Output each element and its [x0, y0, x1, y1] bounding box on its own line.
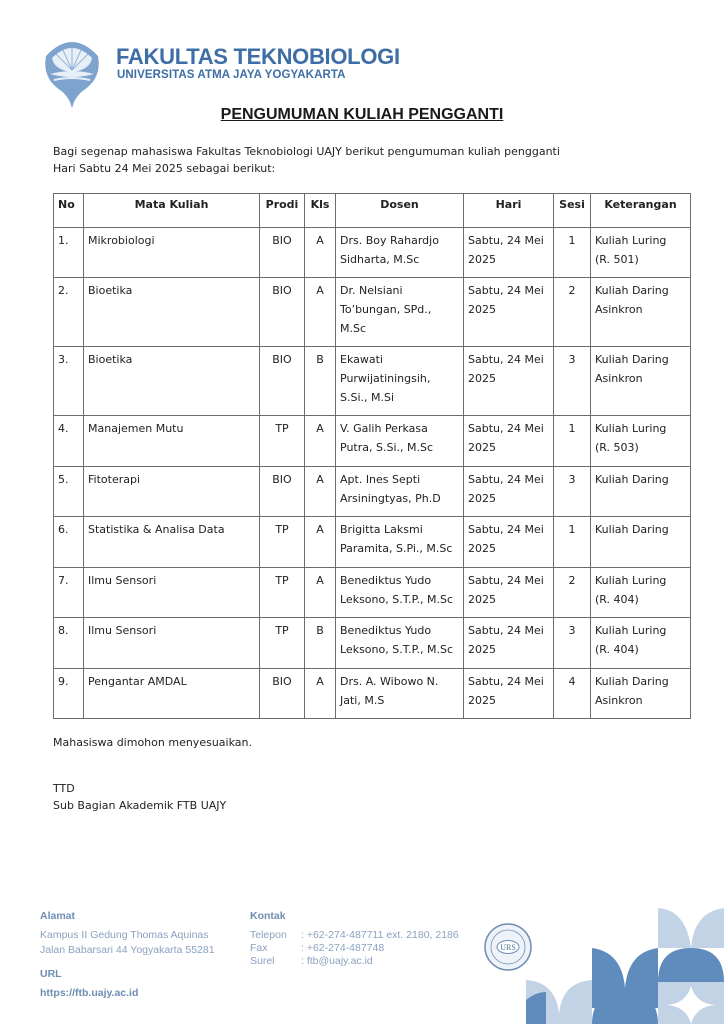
cell-mata-kuliah: Fitoterapi: [84, 467, 260, 517]
cell-prodi: TP: [260, 618, 305, 669]
table-body: [54, 228, 691, 719]
cell-dosen: [336, 669, 464, 719]
cell-no: 3.: [54, 347, 84, 416]
header-no: No: [54, 194, 84, 228]
university-logo: [40, 34, 104, 108]
cell-hari-line: Sabtu, 24 Mei: [468, 353, 544, 366]
header-kls: Kls: [305, 194, 336, 228]
cell-dosen-line: To’bungan, SPd.,: [340, 303, 432, 316]
phone-label: Telepon: [250, 929, 287, 941]
cell-dosen: [336, 278, 464, 347]
cell-kls: A: [305, 568, 336, 618]
url-label: URL: [40, 968, 62, 980]
signature-ttd: TTD: [53, 782, 75, 795]
cell-hari-line: Sabtu, 24 Mei: [468, 473, 544, 486]
cell-mata-kuliah: Ilmu Sensori: [84, 568, 260, 618]
header-keterangan: Keterangan: [591, 194, 691, 228]
cell-dosen-line: Benediktus Yudo: [340, 624, 432, 637]
cell-keterangan-line: Kuliah Daring: [595, 473, 669, 486]
table-row: [54, 669, 691, 719]
cell-prodi: TP: [260, 517, 305, 568]
cell-keterangan: [591, 228, 691, 278]
cell-dosen-line: M.Sc: [340, 322, 367, 335]
cell-hari-line: 2025: [468, 593, 496, 606]
cell-hari: [464, 568, 554, 618]
cell-dosen-line: Jati, M.S: [340, 694, 385, 707]
cell-keterangan: [591, 416, 691, 467]
cell-dosen-line: Apt. Ines Septi: [340, 473, 421, 486]
cell-kls: B: [305, 347, 336, 416]
cell-hari: [464, 467, 554, 517]
table-row: [54, 278, 691, 347]
cell-keterangan-line: (R. 501): [595, 253, 639, 266]
cell-hari-line: 2025: [468, 303, 496, 316]
cell-hari-line: 2025: [468, 694, 496, 707]
cell-hari: [464, 669, 554, 719]
cell-keterangan-line: Kuliah Daring: [595, 675, 669, 688]
cell-no: 6.: [54, 517, 84, 568]
cell-sesi: 3: [554, 467, 591, 517]
cell-keterangan: [591, 568, 691, 618]
cell-hari: [464, 278, 554, 347]
header-mata-kuliah: Mata Kuliah: [84, 194, 260, 228]
cell-sesi: 2: [554, 568, 591, 618]
cell-keterangan-line: Kuliah Daring: [595, 353, 669, 366]
cell-dosen: [336, 618, 464, 669]
cell-dosen-line: Ekawati: [340, 353, 383, 366]
cell-hari: [464, 618, 554, 669]
cell-sesi: 1: [554, 416, 591, 467]
cell-hari-line: 2025: [468, 253, 496, 266]
cell-dosen-line: Drs. Boy Rahardjo: [340, 234, 439, 247]
cell-keterangan-line: Kuliah Luring: [595, 422, 667, 435]
cell-hari-line: Sabtu, 24 Mei: [468, 422, 544, 435]
cell-mata-kuliah: Mikrobiologi: [84, 228, 260, 278]
cell-keterangan-line: Kuliah Luring: [595, 624, 667, 637]
cell-dosen-line: Leksono, S.T.P., M.Sc: [340, 593, 454, 606]
cell-keterangan-line: Kuliah Luring: [595, 574, 667, 587]
faculty-name: FAKULTAS TEKNOBIOLOGI: [116, 44, 400, 69]
header-sesi: Sesi: [554, 194, 591, 228]
table-header-row: [54, 194, 691, 228]
cell-keterangan-line: Kuliah Daring: [595, 284, 669, 297]
cell-dosen: [336, 416, 464, 467]
table-row: [54, 467, 691, 517]
cell-keterangan-line: Asinkron: [595, 372, 643, 385]
cell-keterangan: [591, 467, 691, 517]
cell-no: 1.: [54, 228, 84, 278]
table-row: [54, 568, 691, 618]
intro-line-2: Hari Sabtu 24 Mei 2025 sebagai berikut:: [53, 162, 276, 175]
email-label: Surel: [250, 955, 275, 967]
cell-sesi: 2: [554, 278, 591, 347]
cell-prodi: BIO: [260, 669, 305, 719]
cell-dosen-line: V. Galih Perkasa: [340, 422, 428, 435]
cell-dosen-line: Drs. A. Wibowo N.: [340, 675, 439, 688]
cell-prodi: BIO: [260, 347, 305, 416]
header-prodi: Prodi: [260, 194, 305, 228]
cell-hari-line: Sabtu, 24 Mei: [468, 284, 544, 297]
email-value[interactable]: : ftb@uajy.ac.id: [301, 955, 373, 967]
cell-keterangan: [591, 517, 691, 568]
cell-hari: [464, 517, 554, 568]
cell-hari-line: Sabtu, 24 Mei: [468, 574, 544, 587]
cell-dosen: [336, 228, 464, 278]
fax-label: Fax: [250, 942, 268, 954]
cell-sesi: 3: [554, 618, 591, 669]
url-link[interactable]: https://ftb.uajy.ac.id: [40, 987, 139, 999]
phone-value: : +62-274-487711 ext. 2180, 2186: [301, 929, 459, 941]
cell-no: 4.: [54, 416, 84, 467]
cell-dosen: [336, 347, 464, 416]
address-line-1: Kampus II Gedung Thomas Aquinas: [40, 929, 209, 941]
cell-hari-line: Sabtu, 24 Mei: [468, 624, 544, 637]
cell-prodi: BIO: [260, 228, 305, 278]
cell-dosen-line: Arsiningtyas, Ph.D: [340, 492, 441, 505]
cell-hari: [464, 228, 554, 278]
cell-keterangan-line: Kuliah Luring: [595, 234, 667, 247]
cell-no: 5.: [54, 467, 84, 517]
signature-by: Sub Bagian Akademik FTB UAJY: [53, 799, 227, 812]
table-row: [54, 347, 691, 416]
cell-mata-kuliah: Manajemen Mutu: [84, 416, 260, 467]
cell-mata-kuliah: Pengantar AMDAL: [84, 669, 260, 719]
cell-hari-line: 2025: [468, 643, 496, 656]
cell-mata-kuliah: Statistika & Analisa Data: [84, 517, 260, 568]
closing-text: Mahasiswa dimohon menyesuaikan.: [53, 736, 252, 749]
cell-no: 8.: [54, 618, 84, 669]
cell-hari-line: 2025: [468, 542, 496, 555]
cell-mata-kuliah: Ilmu Sensori: [84, 618, 260, 669]
cell-kls: A: [305, 669, 336, 719]
cell-kls: A: [305, 517, 336, 568]
address-label: Alamat: [40, 910, 76, 922]
cell-no: 9.: [54, 669, 84, 719]
cell-dosen-line: Dr. Nelsiani: [340, 284, 403, 297]
cell-no: 7.: [54, 568, 84, 618]
table-row: [54, 416, 691, 467]
cell-dosen-line: Paramita, S.Pi., M.Sc: [340, 542, 453, 555]
cell-hari-line: Sabtu, 24 Mei: [468, 234, 544, 247]
cell-dosen-line: Leksono, S.T.P., M.Sc: [340, 643, 454, 656]
cell-keterangan: [591, 618, 691, 669]
cell-dosen-line: S.Si., M.Si: [340, 391, 395, 404]
cell-keterangan: [591, 278, 691, 347]
cell-kls: A: [305, 278, 336, 347]
cell-keterangan-line: (R. 404): [595, 643, 639, 656]
cell-prodi: BIO: [260, 278, 305, 347]
cell-prodi: TP: [260, 568, 305, 618]
footer-decoration: [526, 908, 724, 1024]
cell-hari-line: 2025: [468, 372, 496, 385]
cell-keterangan-line: (R. 404): [595, 593, 639, 606]
cell-keterangan: [591, 669, 691, 719]
cell-hari-line: Sabtu, 24 Mei: [468, 523, 544, 536]
cell-dosen-line: Brigitta Laksmi: [340, 523, 423, 536]
cell-keterangan-line: Kuliah Daring: [595, 523, 669, 536]
intro-line-1: Bagi segenap mahasiswa Fakultas Teknobiologi UAJY berikut pengumuman kuliah pengganti: [53, 145, 560, 158]
cell-kls: A: [305, 228, 336, 278]
university-name: UNIVERSITAS ATMA JAYA YOGYAKARTA: [117, 69, 346, 81]
cell-hari: [464, 347, 554, 416]
cell-dosen-line: Benediktus Yudo: [340, 574, 432, 587]
cell-sesi: 3: [554, 347, 591, 416]
address-line-2: Jalan Babarsari 44 Yogyakarta 55281: [40, 944, 215, 956]
cell-kls: A: [305, 416, 336, 467]
cell-sesi: 1: [554, 517, 591, 568]
header-hari: Hari: [464, 194, 554, 228]
cell-prodi: TP: [260, 416, 305, 467]
table-row: [54, 228, 691, 278]
cell-dosen-line: Purwijatiningsih,: [340, 372, 431, 385]
cell-dosen-line: Sidharta, M.Sc: [340, 253, 420, 266]
cell-hari-line: Sabtu, 24 Mei: [468, 675, 544, 688]
cell-keterangan-line: Asinkron: [595, 694, 643, 707]
cell-dosen-line: Putra, S.Si., M.Sc: [340, 441, 434, 454]
header-dosen: Dosen: [336, 194, 464, 228]
cell-hari-line: 2025: [468, 441, 496, 454]
contact-label: Kontak: [250, 910, 286, 922]
cell-dosen: [336, 568, 464, 618]
cell-sesi: 4: [554, 669, 591, 719]
cell-keterangan-line: Asinkron: [595, 303, 643, 316]
table-row: [54, 618, 691, 669]
certification-seal-icon: [484, 923, 532, 971]
cell-dosen: [336, 517, 464, 568]
cell-no: 2.: [54, 278, 84, 347]
page-title-text: PENGUMUMAN KULIAH PENGGANTI: [220, 106, 504, 123]
schedule-table: [53, 193, 691, 719]
cell-dosen: [336, 467, 464, 517]
cell-mata-kuliah: Bioetika: [84, 278, 260, 347]
cell-mata-kuliah: Bioetika: [84, 347, 260, 416]
cell-kls: B: [305, 618, 336, 669]
cell-kls: A: [305, 467, 336, 517]
fax-value: : +62-274-487748: [301, 942, 385, 954]
cell-keterangan: [591, 347, 691, 416]
cell-hari: [464, 416, 554, 467]
cell-sesi: 1: [554, 228, 591, 278]
page-title: [0, 106, 724, 124]
cell-keterangan-line: (R. 503): [595, 441, 639, 454]
table-row: [54, 517, 691, 568]
cell-hari-line: 2025: [468, 492, 496, 505]
cert-text: URS: [500, 943, 516, 952]
cell-prodi: BIO: [260, 467, 305, 517]
